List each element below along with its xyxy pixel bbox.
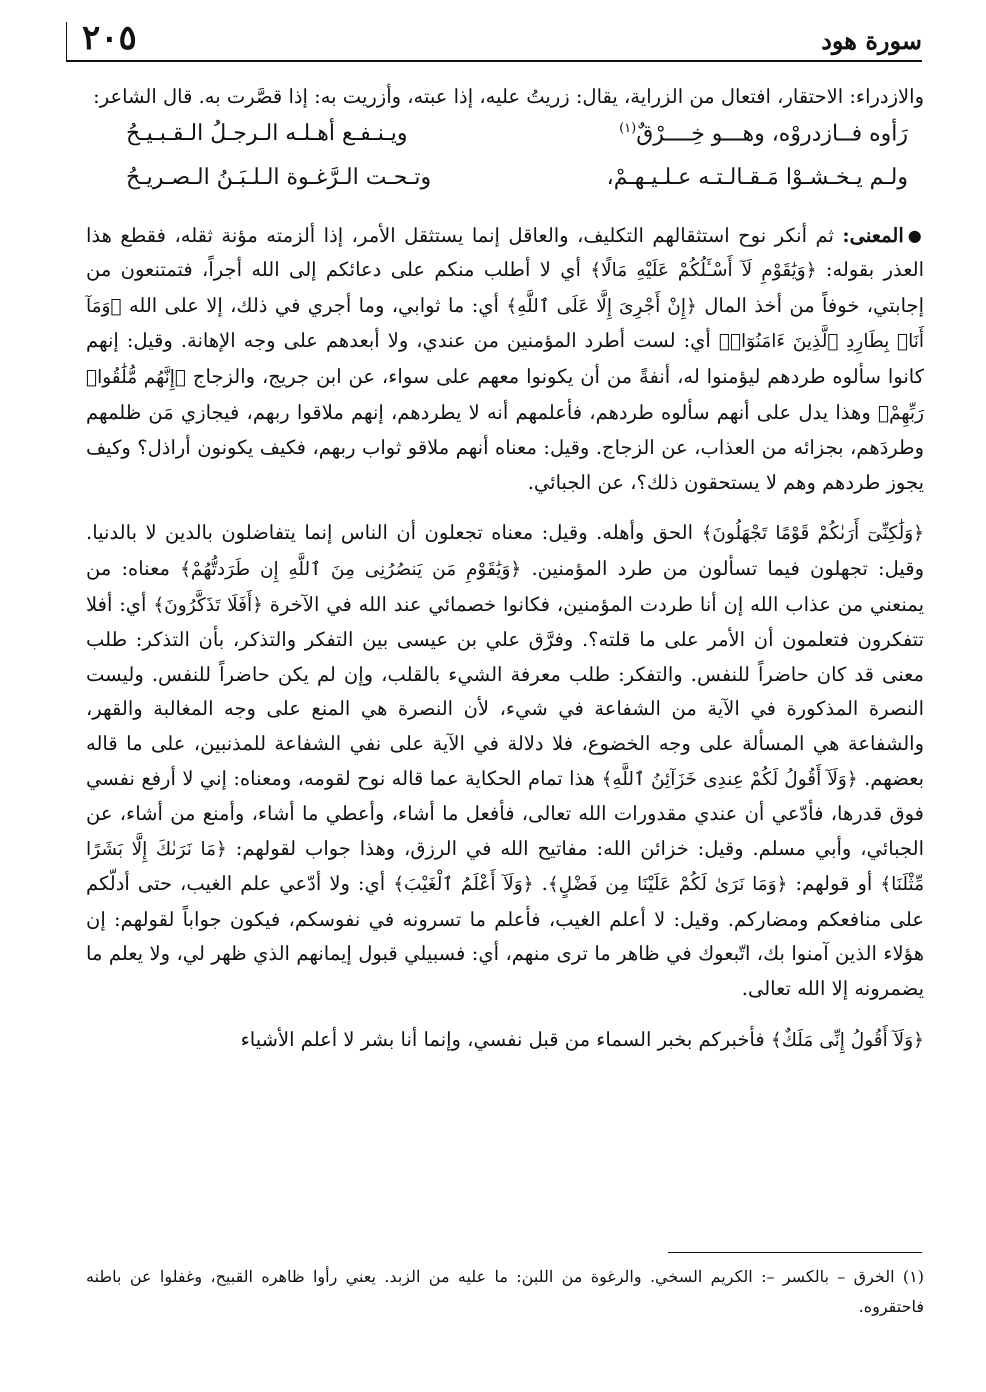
paragraph-gap [86,1007,924,1023]
bullet-icon: ● [907,225,924,245]
footnote-text: الخرق – بالكسر –: الكريم السخي. والرغوة من اللبن: ما عليه من الزبد. يعني رأوا ظاهره القبيح، وغفلوا عن باطنه فاحتقروه. [86,1267,924,1316]
footnote-marker: (١) [619,120,637,136]
verse-1-first-hemistich [619,121,908,146]
quran-quote: ﴿إِنَّهُم مُّلَٰقُوا۟ رَبِّهِمْ﴾ [86,366,924,424]
text-segment: أو قولهم: [787,872,881,896]
paragraph-gap [86,500,924,516]
verse-2-second-hemistich: وتـحـت الـرَّغـوة الـلـبَـنُ الـصـريـحُ [126,164,432,190]
verse-1-first-hemistich-text: رَأوه فــازدروْه، وهـــو خِــــرْقٌ [636,120,908,146]
quran-quote: ﴿وَلَآ أَعْلَمُ ٱلْغَيْبَ﴾ [393,874,534,896]
verse-1-second-hemistich: ويـنـفـع أهـلـه الـرجـلُ الـقـبـيـحُ [126,120,408,146]
text-segment: . [533,872,548,896]
header-corner-rule [66,22,67,60]
text-segment: فأخبركم بخبر السماء من قبل نفسي، وإنما أنا بشر لا أعلم الأشياء [240,1027,771,1051]
quran-quote: ﴿وَلَآ أَقُولُ لَكُمْ عِندِى خَزَآئِنُ ٱللَّهِ﴾ [601,768,858,790]
poem-block [86,121,924,215]
quran-quote: ﴿وَيَٰقَوْمِ مَن يَنصُرُنِى مِنَ ٱللَّهِ إِن طَرَدتُّهُمْ﴾ [180,558,522,580]
meaning-heading: المعنى: [842,223,904,247]
text-segment: هذا تمام الحكاية عما قاله نوح لقومه، ومعناه: إني لا أرفع نفسي فوق قدرها، فأدّعي أن عندي مقدورات الله تعالى، فأفعل ما أشاء، وأعطي ما أشاء، وأمنع من أشاء، عن الجبائي، وأبي مسلم. وقيل: خزائن الله: مفاتيح الله في الرزق، وهذا جواب لقولهم: [86,766,924,860]
running-title: سورة هود [821,26,922,55]
footnote-number: (١) [902,1267,924,1286]
text-segment: معناه: من يمنعني من عذاب الله إن أنا طردت المؤمنين، فكانوا خصمائي عند الله في الآخرة [86,556,924,616]
meaning-paragraph [86,219,924,501]
verse-2-first-hemistich: ولـم يـخـشـوْا مَـقـالـتـه عـلـيـهـمْ، [606,164,908,190]
final-paragraph [86,1023,924,1059]
main-text [86,80,924,1058]
quran-quote: ﴿أَفَلَا تَذَكَّرُونَ﴾ [153,594,263,616]
footnote-separator [668,1252,922,1253]
quran-quote: ﴿وَيَٰقَوْمِ لَآ أَسْـَٔلُكُمْ عَلَيْهِ مَالًا﴾ [590,260,817,282]
quran-quote: ﴿وَمَا نَرَىٰ لَكُمْ عَلَيْنَا مِن فَضْلٍ﴾ [547,874,788,896]
intro-paragraph: والازدراء: الاحتقار، افتعال من الزراية، يقال: زريتُ عليه، إذا عبته، وأزريت به: إذا قصَّرت به. قال الشاعر: [93,85,924,108]
text-segment: وهذا يدل على أنهم سألوه طردهم، فأعلمهم أنه لا يطردهم، إنهم ملاقوا ربهم، فيجازي مَن ظلمهم وطردَهم، بجزائه من العذاب، عن الزجاج. وقيل: معناه أنهم ملاقو ثواب ربهم، فكيف يكونون أراذل؟ وكيف يجوز طردهم وهم لا يستحقون ذلك؟، عن الجبائي. [86,400,924,494]
quran-quote: ﴿مَا نَرَىٰكَ إِلَّا بَشَرًا مِّثْلَنَا﴾ [86,838,925,896]
text-segment: أي: ما ثوابي، وما أجري في ذلك، إلا على الله [121,293,507,317]
text-segment: الحق وأهله. وقيل: معناه تجعلون أن الناس إنما يتفاضلون بالدين لا بالدنيا. وقيل: تجهلون فيما تسألون من طرد المؤمنين. [86,521,925,580]
text-segment: ثم أنكر نوح استثقالهم التكليف، والعاقل إنما يستثقل الأمر، إذا ألزمته مؤنة ثقله، فقطع هذا العذر بقوله: [86,223,924,282]
footnote [86,1262,924,1322]
page-header [66,18,922,62]
page-number: ٢٠٥ [82,18,137,58]
text-segment: أي لا أطلب منكم على دعائكم إلى الله أجراً، فتمتنعون من إجابتي، خوفاً من أخذ المال [86,258,924,317]
quran-quote: ﴿وَمَآ أَنَا۠ بِطَارِدِ ٱلَّذِينَ ءَامَنُوٓا۟﴾ [86,295,925,353]
header-rule [66,60,922,62]
text-segment: أي: ولا أدّعي علم الغيب، حتى أدلّكم على منافعكم ومضاركم. وقيل: لا أعلم الغيب، فأعلم ما تسرونه في نفوسكم، فيكون جواباً لقولهم: إن هؤلاء الذين آمنوا بك، اتّبعوك في ظاهر ما ترى منهم، أي: فسبيلي قبول إيمانهم الذي ظهر لي، ولا يعلم ما يضمرونه إلا الله تعالى. [86,872,924,1001]
text-segment: أي: أفلا تتفكرون فتعلمون أن الأمر على ما قلته؟. وفرَّق علي بن عيسى بين التفكر والتذكر، بأن التذكر: طلب معنى قد كان حاضراً للنفس. والتفكر: طلب معرفة الشيء بالقلب، وإن لم يكن حاضراً للنفس. وليست النصرة المذكورة في الآية من الشفاعة في شيء، لأن النصرة هي المنع على وجه المغالبة والقهر، والشفاعة هي المسألة على وجه الخضوع، فلا دلالة في الآية على نفي الشفاعة للمذنبين، على ما قاله بعضهم. [86,592,925,790]
commentary-paragraph [86,516,924,1006]
quran-quote: ﴿وَلَٰكِنِّىٓ أَرَىٰكُمْ قَوْمًا تَجْهَلُونَ﴾ [701,523,924,545]
text-segment: أي: لست أطرد المؤمنين من عندي، ولا أبعدهم على وجه الإهانة. وقيل: إنهم كانوا سألوه طردهم ليؤمنوا له، أنفةً من أن يكونوا معهم على سواء، عن ابن جريج، والزجاج [86,329,924,388]
quran-quote: ﴿وَلَآ أَقُولُ إِنِّى مَلَكٌ﴾ [770,1029,924,1051]
quran-quote: ﴿إِنْ أَجْرِىَ إِلَّا عَلَى ٱللَّهِ﴾ [506,295,697,317]
